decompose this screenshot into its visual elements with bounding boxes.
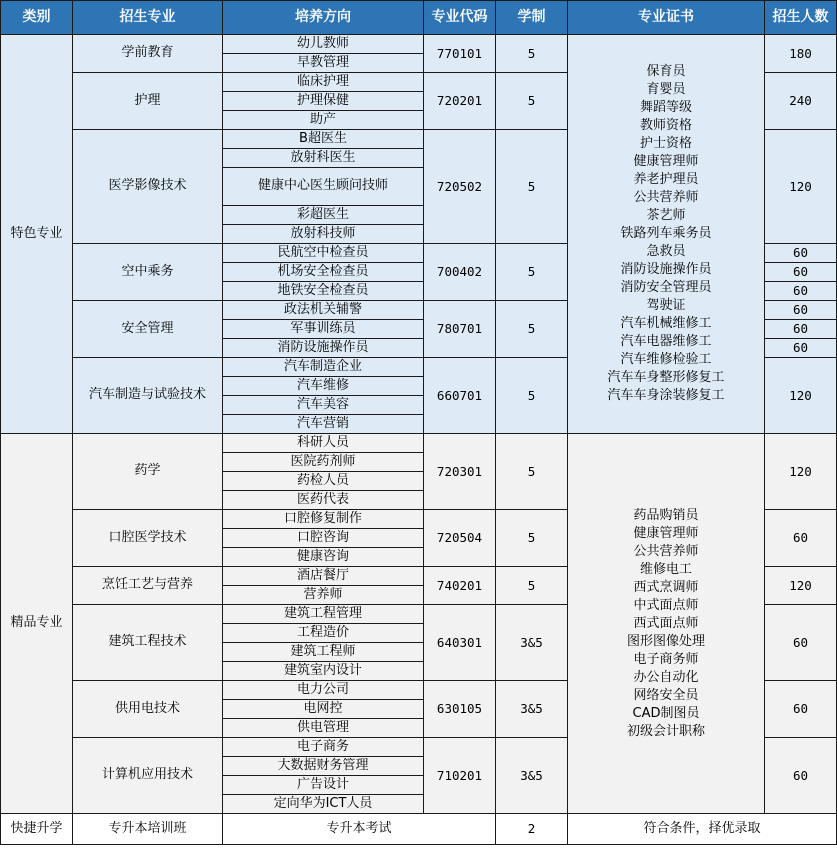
major-code: 710201 [424, 738, 496, 814]
direction: 健康中心医生顾问技师 [223, 168, 424, 206]
major-years: 5 [496, 130, 568, 244]
header-years: 学制 [496, 1, 568, 35]
certificate-item: 护士资格 [639, 136, 692, 151]
header-enrollment: 招生人数 [765, 1, 837, 35]
direction: 临床护理 [223, 73, 424, 92]
direction: 放射科医生 [223, 149, 424, 168]
enrollment-count: 60 [765, 244, 837, 263]
direction: 医药代表 [223, 491, 424, 510]
direction: 建筑室内设计 [223, 662, 424, 681]
major-years: 5 [496, 434, 568, 510]
certificate-item: 汽车机械维修工 [620, 316, 712, 331]
enrollment-count: 60 [765, 605, 837, 681]
direction: 建筑工程师 [223, 643, 424, 662]
direction: 医院药剂师 [223, 453, 424, 472]
direction: 电力公司 [223, 681, 424, 700]
major-code: 770101 [424, 35, 496, 73]
major-name: 医学影像技术 [73, 130, 223, 244]
certificate-item: 驾驶证 [646, 298, 686, 313]
major-years: 5 [496, 510, 568, 567]
major-code: 720502 [424, 130, 496, 244]
certificate-item: 中式面点师 [633, 597, 699, 613]
direction: 汽车维修 [223, 377, 424, 396]
major-code: 700402 [424, 244, 496, 301]
header-code: 专业代码 [424, 1, 496, 35]
direction: 健康咨询 [223, 548, 424, 567]
direction: 幼儿教师 [223, 35, 424, 54]
direction: 药检人员 [223, 472, 424, 491]
major-code: 630105 [424, 681, 496, 738]
major-years: 3&5 [496, 681, 568, 738]
major-code: 720504 [424, 510, 496, 567]
major-name: 专升本培训班 [73, 814, 223, 845]
certificate-fast-track: 符合条件，择优录取 [568, 814, 837, 845]
direction: 供电管理 [223, 719, 424, 738]
certificate-item: 养老护理员 [633, 172, 699, 187]
direction: 酒店餐厅 [223, 567, 424, 586]
direction: 电网控 [223, 700, 424, 719]
direction: 地铁安全检查员 [223, 282, 424, 301]
major-code: 640301 [424, 605, 496, 681]
direction: 定向华为ICT人员 [223, 795, 424, 814]
table-row [1, 814, 837, 845]
header-major: 招生专业 [73, 1, 223, 35]
certificate-item: 保育员 [646, 64, 686, 79]
certificate-item: 茶艺师 [646, 208, 686, 223]
direction: 机场安全检查员 [223, 263, 424, 282]
major-years: 2 [496, 814, 568, 845]
header-category: 类别 [1, 1, 73, 35]
certificate-item: 健康管理师 [633, 154, 699, 169]
certificate-item: 育婴员 [646, 82, 686, 97]
direction: 科研人员 [223, 434, 424, 453]
certificate-item: 维修电工 [639, 561, 692, 577]
certificate-item: 汽车车身整形修复工 [607, 370, 725, 385]
major-code: 720201 [424, 73, 496, 130]
certificate-item: 汽车车身涂装修复工 [607, 388, 725, 403]
major-name: 汽车制造与试验技术 [73, 358, 223, 434]
certificate-item: 网络安全员 [633, 687, 699, 703]
major-name: 安全管理 [73, 301, 223, 358]
direction: 电子商务 [223, 738, 424, 757]
certificate-item: CAD制图员 [632, 705, 700, 721]
major-name: 药学 [73, 434, 223, 510]
header-direction: 培养方向 [223, 1, 424, 35]
category-featured: 特色专业 [1, 35, 73, 434]
direction: 口腔咨询 [223, 529, 424, 548]
major-years: 5 [496, 35, 568, 73]
major-name: 空中乘务 [73, 244, 223, 301]
major-name: 学前教育 [73, 35, 223, 73]
major-code: 720301 [424, 434, 496, 510]
enrollment-count: 60 [765, 263, 837, 282]
direction: 汽车美容 [223, 396, 424, 415]
direction: 放射科技师 [223, 225, 424, 244]
major-name: 烹饪工艺与营养 [73, 567, 223, 605]
major-years: 5 [496, 73, 568, 130]
category-quality: 精品专业 [1, 434, 73, 814]
certificate-item: 电子商务师 [633, 651, 699, 667]
major-name: 建筑工程技术 [73, 605, 223, 681]
enrollment-count: 60 [765, 510, 837, 567]
certificate-item: 办公自动化 [633, 669, 699, 685]
header-certificate: 专业证书 [568, 1, 765, 35]
major-years: 5 [496, 244, 568, 301]
certificate-item: 西式烹调师 [633, 579, 699, 595]
enrollment-count: 120 [765, 434, 837, 510]
major-name: 计算机应用技术 [73, 738, 223, 814]
major-name: 供用电技术 [73, 681, 223, 738]
direction: 汽车营销 [223, 415, 424, 434]
certificate-item: 汽车电器维修工 [620, 334, 712, 349]
direction: 助产 [223, 111, 424, 130]
enrollment-count: 180 [765, 35, 837, 73]
enrollment-count: 240 [765, 73, 837, 130]
direction: B超医生 [223, 130, 424, 149]
enrollment-count: 120 [765, 130, 837, 244]
certificate-item: 公共营养师 [633, 190, 699, 205]
certificate-item: 药品购销员 [633, 507, 699, 523]
direction: 消防设施操作员 [223, 339, 424, 358]
certificate-item: 消防设施操作员 [620, 262, 712, 277]
direction: 彩超医生 [223, 206, 424, 225]
direction: 护理保健 [223, 92, 424, 111]
direction: 大数据财务管理 [223, 757, 424, 776]
enrollment-count: 60 [765, 320, 837, 339]
certificate-item: 健康管理师 [633, 525, 699, 541]
table-row [1, 434, 837, 453]
certificates-quality [568, 434, 765, 814]
direction: 汽车制造企业 [223, 358, 424, 377]
major-name: 口腔医学技术 [73, 510, 223, 567]
enrollment-count: 60 [765, 681, 837, 738]
direction: 早教管理 [223, 54, 424, 73]
direction: 营养师 [223, 586, 424, 605]
direction: 工程造价 [223, 624, 424, 643]
direction: 政法机关辅警 [223, 301, 424, 320]
enrollment-count: 60 [765, 738, 837, 814]
direction: 军事训练员 [223, 320, 424, 339]
direction: 建筑工程管理 [223, 605, 424, 624]
certificate-item: 公共营养师 [633, 543, 699, 559]
certificate-item: 舞蹈等级 [639, 100, 692, 115]
major-years: 3&5 [496, 605, 568, 681]
header-row [1, 1, 837, 35]
certificates-featured [568, 35, 765, 434]
enrollment-count: 60 [765, 339, 837, 358]
certificate-item: 汽车维修检验工 [620, 352, 712, 367]
certificate-item: 教师资格 [639, 118, 692, 133]
major-years: 5 [496, 567, 568, 605]
certificate-item: 铁路列车乘务员 [620, 226, 712, 241]
direction: 口腔修复制作 [223, 510, 424, 529]
major-years: 3&5 [496, 738, 568, 814]
enrollment-count: 60 [765, 282, 837, 301]
direction: 广告设计 [223, 776, 424, 795]
certificate-item: 急救员 [646, 244, 686, 259]
certificate-item: 初级会计职称 [626, 723, 705, 739]
direction: 民航空中检查员 [223, 244, 424, 263]
direction: 专升本考试 [223, 814, 496, 845]
category-fast-track: 快捷升学 [1, 814, 73, 845]
major-years: 5 [496, 301, 568, 358]
major-name: 护理 [73, 73, 223, 130]
certificate-item: 消防安全管理员 [620, 280, 712, 295]
major-code: 780701 [424, 301, 496, 358]
table-row [1, 35, 837, 54]
enrollment-count: 120 [765, 567, 837, 605]
certificate-item: 图形图像处理 [626, 633, 705, 649]
enrollment-count: 120 [765, 358, 837, 434]
major-code: 740201 [424, 567, 496, 605]
major-years: 5 [496, 358, 568, 434]
certificate-item: 西式面点师 [633, 615, 699, 631]
major-code: 660701 [424, 358, 496, 434]
enrollment-count: 60 [765, 301, 837, 320]
